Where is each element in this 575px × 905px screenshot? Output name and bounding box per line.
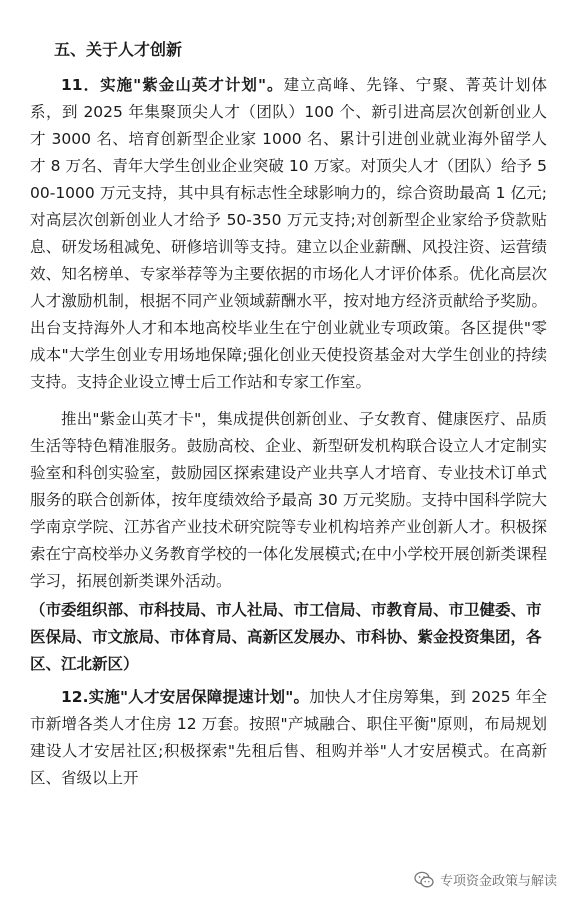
item-12-lead: 12.实施"人才安居保障提速计划"。 bbox=[61, 688, 310, 706]
section-title: 五、关于人才创新 bbox=[54, 40, 183, 59]
item-11-departments: （市委组织部、市科技局、市人社局、市工信局、市教育局、市卫健委、市医保局、市文旅局、市体育局、高新区发展办、市科协、紫金投资集团，各区、江北新区） bbox=[30, 601, 542, 673]
watermark bbox=[410, 868, 561, 891]
wechat-icon bbox=[414, 871, 434, 889]
item-11-lead: 11．实施"紫金山英才计划"。 bbox=[61, 76, 284, 94]
item-11-body: 建立高峰、先锋、宁聚、菁英计划体系，到 2025 年集聚顶尖人才（团队）100 个、新引进高层次创新创业人才 3000 名、培育创新型企业家 1000 名、累计引进创业就业海外留学人才 8 万名、青年大学生创业企业突破 10 万家。对顶尖人才（团队）给予 500-1000 万元支持，其中具有标志性全球影响力的，综合资助最高 1 亿元;对高层次创新创业人才给予 50-350 万元支持;对创新型企业家给予贷款贴息、研发场租减免、研修培训等支持。建立以企业薪酬、风投注资、运营绩效、知名榜单、专家举荐等为主要依据的市场化人才评价体系。优化高层次人才激励机制，根据不同产业领域薪酬水平，按对地方经济贡献给予奖励。出台支持海外人才和本地高校毕业生在宁创业就业专项政策。各区提供"零成本"大学生创业专用场地保障;强化创业天使投资基金对大学生创业的持续支持。支持企业设立博士后工作站和专家工作室。 bbox=[30, 76, 547, 391]
item-12-paragraph bbox=[30, 684, 547, 792]
item-12-body: 加快人才住房筹集，到 2025 年全市新增各类人才住房 12 万套。按照"产城融合、职住平衡"原则，布局规划建设人才安居社区;积极探索"先租后售、租购并举"人才安居模式。在高新区、省级以上开 bbox=[30, 688, 547, 787]
item-11-paragraph bbox=[30, 72, 547, 396]
item-11-paragraph-2: 推出"紫金山英才卡"，集成提供创新创业、子女教育、健康医疗、品质生活等特色精准服务。鼓励高校、企业、新型研发机构联合设立人才定制实验室和科创实验室，鼓励园区探索建设产业共享人才培育、专业技术订单式服务的联合创新体，按年度绩效给予最高 30 万元奖励。支持中国科学院大学南京学院、江苏省产业技术研究院等专业机构培养产业创新人才。积极探索在宁高校举办义务教育学校的一体化发展模式;在中小学校开展创新类课程学习，拓展创新类课外活动。 bbox=[30, 410, 547, 590]
watermark-text: 专项资金政策与解读 bbox=[439, 874, 557, 889]
